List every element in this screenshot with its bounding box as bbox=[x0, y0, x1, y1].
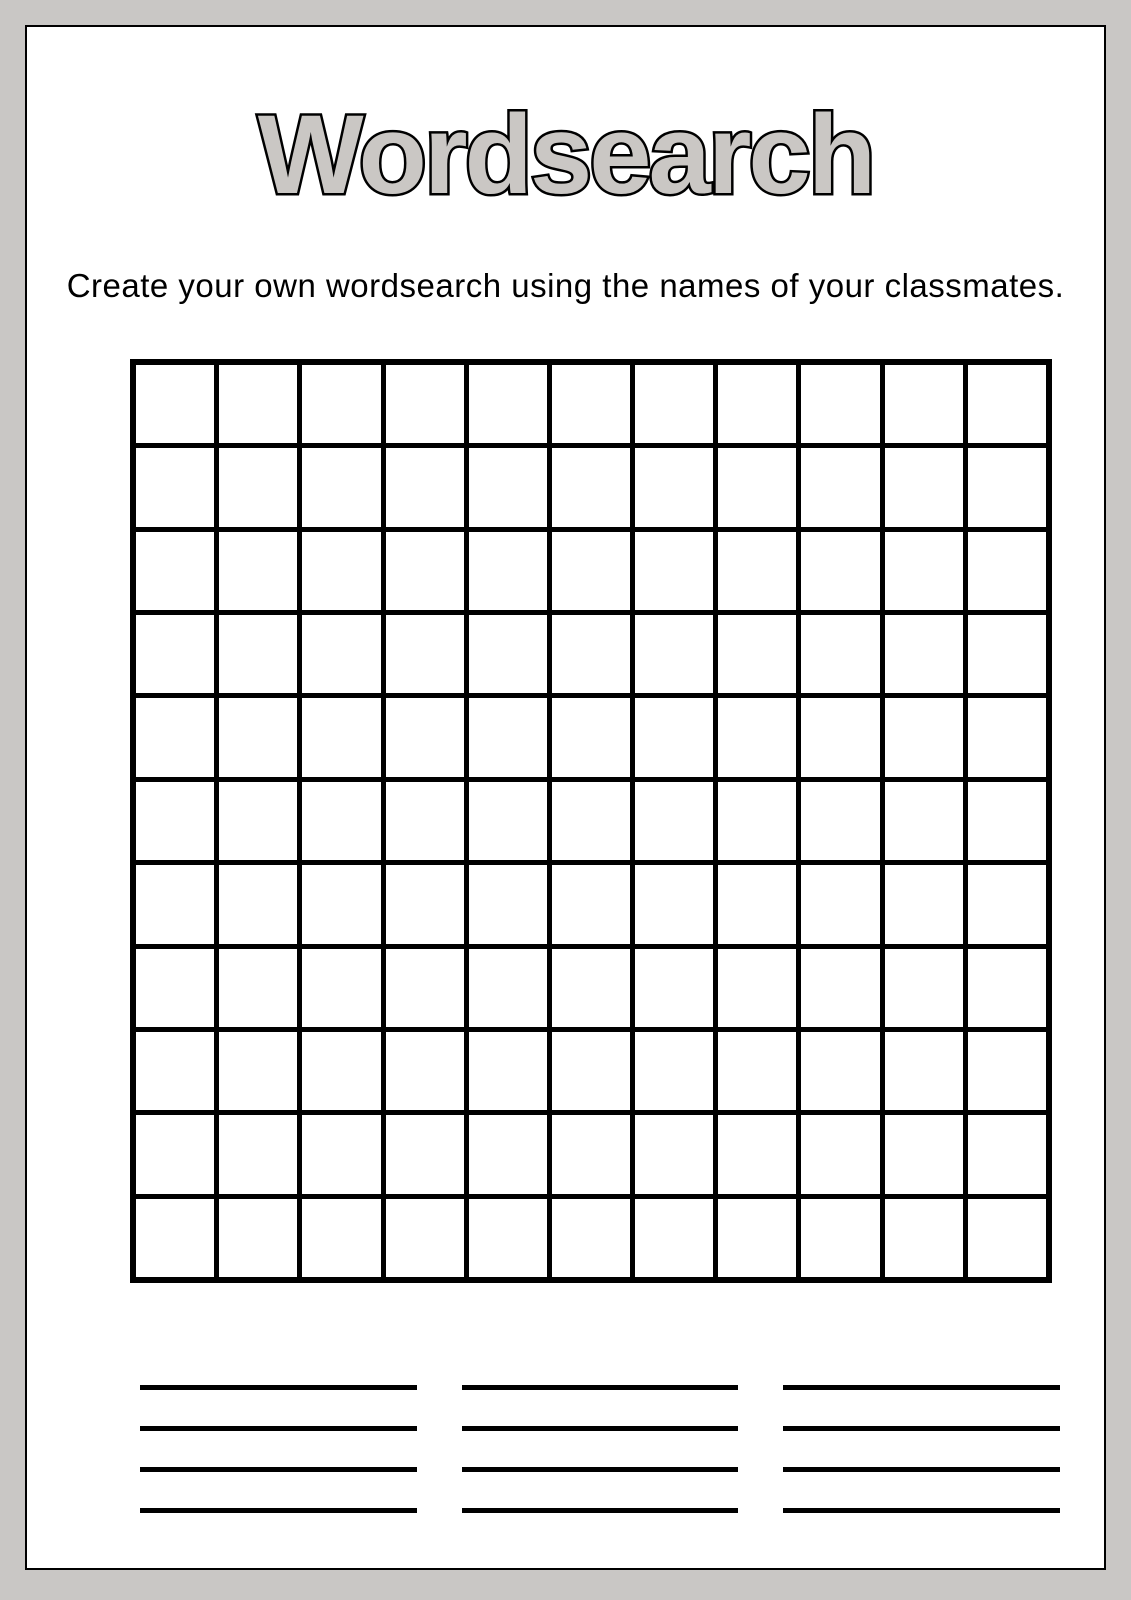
grid-cell[interactable] bbox=[968, 532, 1046, 610]
grid-cell[interactable] bbox=[302, 1032, 380, 1110]
grid-cell[interactable] bbox=[136, 615, 214, 693]
grid-cell[interactable] bbox=[386, 1199, 464, 1277]
grid-cell[interactable] bbox=[219, 782, 297, 860]
worksheet-sheet bbox=[25, 25, 1106, 1570]
grid-cell[interactable] bbox=[635, 448, 713, 526]
grid-cell[interactable] bbox=[718, 698, 796, 776]
grid-cell[interactable] bbox=[801, 615, 879, 693]
grid-cell[interactable] bbox=[469, 1199, 547, 1277]
grid-cell[interactable] bbox=[885, 698, 963, 776]
word-line-input[interactable] bbox=[783, 1426, 1060, 1431]
grid-cell[interactable] bbox=[885, 782, 963, 860]
grid-cell[interactable] bbox=[136, 698, 214, 776]
grid-cell[interactable] bbox=[635, 615, 713, 693]
grid-cell[interactable] bbox=[136, 365, 214, 443]
grid-cell[interactable] bbox=[386, 782, 464, 860]
grid-cell[interactable] bbox=[302, 949, 380, 1027]
grid-cell[interactable] bbox=[469, 365, 547, 443]
grid-cell[interactable] bbox=[219, 448, 297, 526]
grid-cell[interactable] bbox=[136, 865, 214, 943]
grid-cell[interactable] bbox=[552, 1115, 630, 1193]
word-line-input[interactable] bbox=[783, 1467, 1060, 1472]
grid-cell[interactable] bbox=[386, 615, 464, 693]
grid-cell[interactable] bbox=[968, 782, 1046, 860]
wordsearch-grid bbox=[130, 359, 1052, 1283]
grid-cell[interactable] bbox=[801, 1115, 879, 1193]
grid-cell[interactable] bbox=[386, 365, 464, 443]
grid-cell[interactable] bbox=[552, 865, 630, 943]
word-line-input[interactable] bbox=[462, 1508, 739, 1513]
grid-cell[interactable] bbox=[302, 365, 380, 443]
grid-cell[interactable] bbox=[219, 532, 297, 610]
word-line-input[interactable] bbox=[140, 1385, 417, 1390]
word-list bbox=[140, 1385, 1060, 1549]
grid-cell[interactable] bbox=[302, 698, 380, 776]
grid-cell[interactable] bbox=[801, 698, 879, 776]
grid-cell[interactable] bbox=[635, 782, 713, 860]
word-list-column bbox=[462, 1385, 739, 1549]
grid-cell[interactable] bbox=[136, 448, 214, 526]
grid-cell[interactable] bbox=[386, 698, 464, 776]
grid-cell[interactable] bbox=[801, 365, 879, 443]
grid-cell[interactable] bbox=[635, 865, 713, 943]
grid-cell[interactable] bbox=[885, 1199, 963, 1277]
grid-cell[interactable] bbox=[635, 949, 713, 1027]
grid-cell[interactable] bbox=[968, 448, 1046, 526]
word-list-column bbox=[140, 1385, 417, 1549]
grid-cell[interactable] bbox=[885, 532, 963, 610]
word-list-column bbox=[783, 1385, 1060, 1549]
grid-cell[interactable] bbox=[885, 949, 963, 1027]
grid-cell[interactable] bbox=[635, 1115, 713, 1193]
grid-cell[interactable] bbox=[801, 448, 879, 526]
word-line-input[interactable] bbox=[462, 1467, 739, 1472]
grid-cell[interactable] bbox=[136, 532, 214, 610]
grid-cell[interactable] bbox=[718, 1032, 796, 1110]
grid-cell[interactable] bbox=[302, 1115, 380, 1193]
grid-cell[interactable] bbox=[718, 365, 796, 443]
grid-cell[interactable] bbox=[302, 615, 380, 693]
instruction-text: Create your own wordsearch using the names of your classmates. bbox=[66, 267, 1065, 304]
word-line-input[interactable] bbox=[462, 1426, 739, 1431]
grid-cell[interactable] bbox=[885, 615, 963, 693]
grid-cell[interactable] bbox=[386, 448, 464, 526]
grid-cell[interactable] bbox=[968, 615, 1046, 693]
grid-cell[interactable] bbox=[885, 865, 963, 943]
grid-cell[interactable] bbox=[469, 782, 547, 860]
grid-cell[interactable] bbox=[302, 1199, 380, 1277]
grid-cell[interactable] bbox=[718, 615, 796, 693]
word-line-input[interactable] bbox=[783, 1385, 1060, 1390]
grid-cell[interactable] bbox=[885, 1032, 963, 1110]
grid-cell[interactable] bbox=[801, 949, 879, 1027]
grid-cell[interactable] bbox=[718, 782, 796, 860]
grid-cell[interactable] bbox=[718, 448, 796, 526]
grid-cell[interactable] bbox=[219, 615, 297, 693]
grid-cell[interactable] bbox=[801, 1032, 879, 1110]
grid-cell[interactable] bbox=[968, 949, 1046, 1027]
grid-cell[interactable] bbox=[635, 1199, 713, 1277]
grid-cell[interactable] bbox=[302, 865, 380, 943]
grid-cell[interactable] bbox=[219, 865, 297, 943]
grid-cell[interactable] bbox=[552, 698, 630, 776]
grid-cell[interactable] bbox=[635, 532, 713, 610]
grid-cell[interactable] bbox=[219, 365, 297, 443]
grid-cell[interactable] bbox=[968, 698, 1046, 776]
grid-cell[interactable] bbox=[801, 532, 879, 610]
grid-cell[interactable] bbox=[552, 448, 630, 526]
grid-cell[interactable] bbox=[386, 1032, 464, 1110]
grid-cell[interactable] bbox=[718, 865, 796, 943]
grid-cell[interactable] bbox=[801, 865, 879, 943]
grid-cell[interactable] bbox=[302, 448, 380, 526]
grid-cell[interactable] bbox=[219, 949, 297, 1027]
grid-cell[interactable] bbox=[635, 1032, 713, 1110]
grid-cell[interactable] bbox=[718, 1199, 796, 1277]
grid-cell[interactable] bbox=[718, 532, 796, 610]
word-line-input[interactable] bbox=[140, 1508, 417, 1513]
grid-cell[interactable] bbox=[469, 698, 547, 776]
grid-cell[interactable] bbox=[386, 1115, 464, 1193]
grid-cell[interactable] bbox=[968, 1199, 1046, 1277]
grid-cell[interactable] bbox=[219, 698, 297, 776]
grid-cell[interactable] bbox=[552, 782, 630, 860]
grid-cell[interactable] bbox=[552, 615, 630, 693]
grid-cell[interactable] bbox=[469, 448, 547, 526]
worksheet-title: Wordsearch bbox=[257, 92, 874, 217]
grid-cell[interactable] bbox=[968, 1115, 1046, 1193]
grid-cell[interactable] bbox=[219, 1032, 297, 1110]
grid-cell[interactable] bbox=[968, 1032, 1046, 1110]
grid-cell[interactable] bbox=[469, 532, 547, 610]
grid-cell[interactable] bbox=[386, 865, 464, 943]
grid-cell[interactable] bbox=[219, 1199, 297, 1277]
grid-cell[interactable] bbox=[718, 1115, 796, 1193]
grid-cell[interactable] bbox=[386, 532, 464, 610]
grid-cell[interactable] bbox=[136, 949, 214, 1027]
grid-cell[interactable] bbox=[552, 365, 630, 443]
grid-cell[interactable] bbox=[968, 865, 1046, 943]
grid-cell[interactable] bbox=[968, 365, 1046, 443]
grid-cell[interactable] bbox=[469, 1115, 547, 1193]
grid-cell[interactable] bbox=[386, 949, 464, 1027]
grid-cell[interactable] bbox=[552, 532, 630, 610]
grid-cell[interactable] bbox=[302, 532, 380, 610]
grid-cell[interactable] bbox=[469, 615, 547, 693]
grid-cell[interactable] bbox=[219, 1115, 297, 1193]
grid-cell[interactable] bbox=[552, 1032, 630, 1110]
grid-cell[interactable] bbox=[469, 865, 547, 943]
grid-cell[interactable] bbox=[552, 949, 630, 1027]
word-line-input[interactable] bbox=[140, 1467, 417, 1472]
grid-cell[interactable] bbox=[136, 1032, 214, 1110]
grid-cell[interactable] bbox=[885, 448, 963, 526]
grid-cell[interactable] bbox=[801, 1199, 879, 1277]
word-line-input[interactable] bbox=[783, 1508, 1060, 1513]
grid-cell[interactable] bbox=[136, 1199, 214, 1277]
grid-cell[interactable] bbox=[801, 782, 879, 860]
grid-cell[interactable] bbox=[469, 949, 547, 1027]
grid-cell[interactable] bbox=[552, 1199, 630, 1277]
word-line-input[interactable] bbox=[140, 1426, 417, 1431]
grid-cell[interactable] bbox=[302, 782, 380, 860]
grid-cell[interactable] bbox=[718, 949, 796, 1027]
grid-cell[interactable] bbox=[136, 782, 214, 860]
grid-cell[interactable] bbox=[635, 698, 713, 776]
word-line-input[interactable] bbox=[462, 1385, 739, 1390]
grid-cell[interactable] bbox=[885, 1115, 963, 1193]
grid-cell[interactable] bbox=[136, 1115, 214, 1193]
grid-cell[interactable] bbox=[885, 365, 963, 443]
grid-cell[interactable] bbox=[635, 365, 713, 443]
grid-cell[interactable] bbox=[469, 1032, 547, 1110]
